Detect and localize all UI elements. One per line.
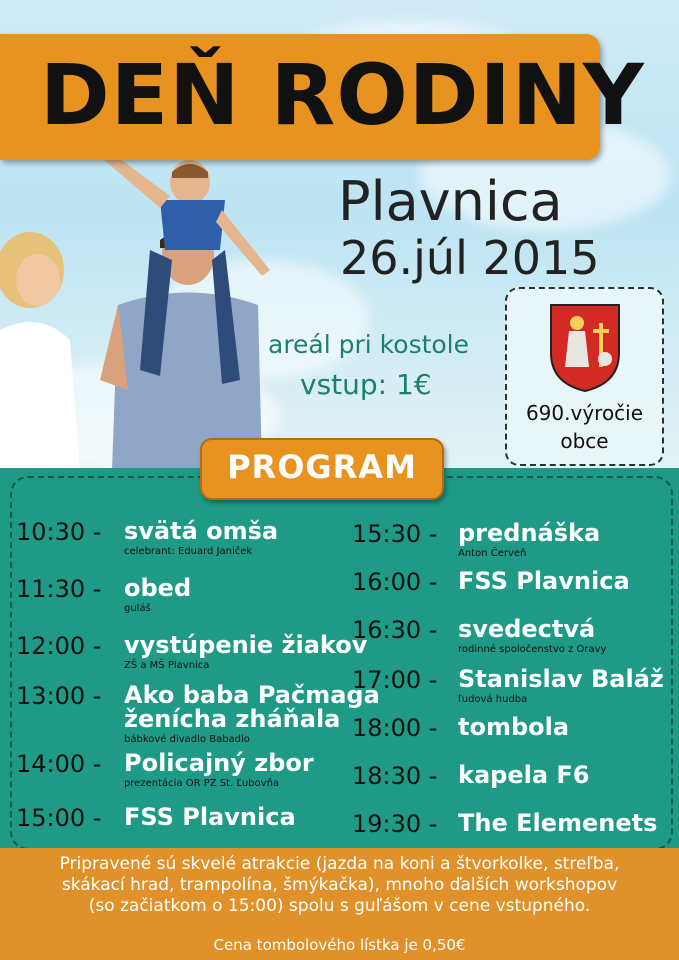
schedule-title: svedectvá (458, 615, 596, 643)
schedule-time: 14:00 - (16, 750, 102, 778)
footer-panel (0, 848, 679, 960)
page-title: DEŇ RODINY (40, 46, 645, 144)
coat-of-arms-icon (547, 301, 623, 393)
schedule-title: Stanislav Baláž (458, 665, 664, 693)
program-heading-badge (200, 438, 444, 500)
schedule-title: FSS Plavnica (458, 567, 630, 595)
schedule-time: 15:30 - (352, 520, 438, 548)
schedule-time: 18:30 - (352, 762, 438, 790)
event-place: Plavnica (338, 170, 563, 233)
schedule-sub: ľudová hudba (458, 694, 528, 705)
schedule-title: vystúpenie žiakov (124, 631, 368, 659)
family-photo (0, 130, 300, 470)
footer-text (0, 854, 679, 917)
footer-line2: skákací hrad, trampolína, šmýkačka), mnoho ďalších workshopov (61, 875, 618, 895)
schedule-time: 11:30 - (16, 575, 102, 603)
schedule-sub: bábkové divadlo Babadlo (124, 734, 250, 745)
anniversary-line2: obce (560, 429, 609, 453)
schedule-sub: rodinné spoločenstvo z Oravy (458, 644, 607, 655)
schedule-title: obed (124, 574, 192, 602)
schedule-time: 16:00 - (352, 568, 438, 596)
program-heading: PROGRAM (227, 448, 417, 486)
schedule-title: Ako baba Pačmaga (124, 681, 380, 709)
schedule-time: 17:00 - (352, 666, 438, 694)
schedule-time: 18:00 - (352, 714, 438, 742)
schedule-time: 10:30 - (16, 518, 102, 546)
schedule-title-line2: ženícha zháňala (124, 705, 341, 733)
event-venue: areál pri kostole (268, 330, 470, 359)
footer-line1: Pripravené sú skvelé atrakcie (jazda na koni a štvorkolke, streľba, (59, 854, 620, 874)
footer-line3: (so začiatkom o 15:00) spolu s guľášom v cene vstupného. (88, 896, 591, 916)
event-date: 26.júl 2015 (340, 231, 600, 285)
schedule-title: FSS Plavnica (124, 803, 296, 831)
schedule-time: 13:00 - (16, 682, 102, 710)
schedule-sub: ZŠ a MŠ Plavnica (124, 660, 210, 671)
schedule-sub: prezentácia OR PZ St. Ľubovňa (124, 778, 280, 789)
schedule-title: prednáška (458, 519, 601, 547)
schedule-title: svätá omša (124, 517, 279, 545)
schedule-time: 12:00 - (16, 632, 102, 660)
anniversary-box (505, 287, 664, 466)
schedule-sub: guláš (124, 603, 151, 614)
schedule-time: 15:00 - (16, 804, 102, 832)
schedule-time: 16:30 - (352, 616, 438, 644)
schedule-sub: Anton Červeň (458, 548, 527, 559)
anniversary-line1: 690.výročie (525, 401, 644, 425)
entry-price: vstup: 1€ (300, 368, 432, 401)
schedule-time: 19:30 - (352, 810, 438, 838)
schedule-title: kapela F6 (458, 761, 590, 789)
footer-line4: Cena tombolového lístka je 0,50€ (213, 936, 466, 954)
schedule-title: The Elemenets (458, 809, 658, 837)
schedule-title: tombola (458, 713, 570, 741)
schedule-title: Policajný zbor (124, 749, 314, 777)
schedule-sub: celebrant: Eduard Janiček (124, 546, 253, 557)
